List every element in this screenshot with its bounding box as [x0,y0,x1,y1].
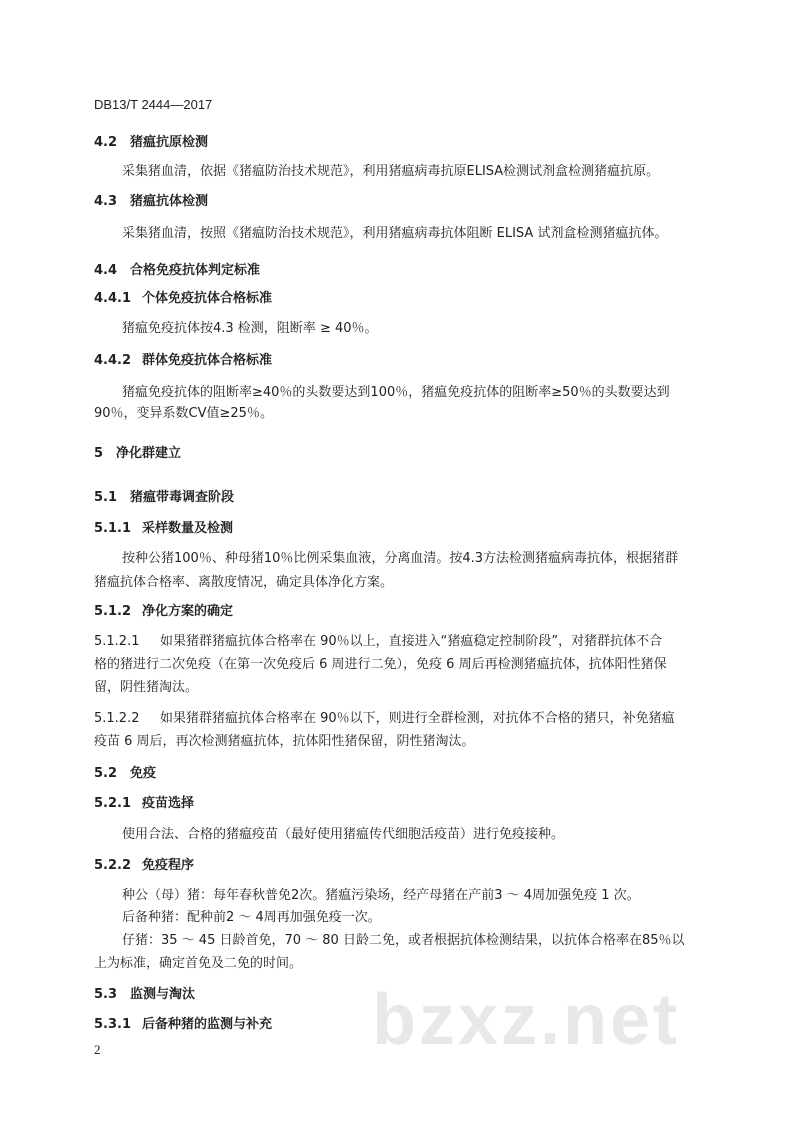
document-code: DB13/T 2444—2017 [94,97,213,112]
section-4-4-heading [94,262,260,280]
section-number: 5 [94,446,104,461]
section-number: 4.2 [94,135,118,150]
section-number: 5.2 [94,766,118,781]
section-number: 5.2.2 [94,858,132,873]
paragraph: 格的猪进行二次免疫（在第一次免疫后 6 周进行二免），免疫 6 周后再检测猪瘟抗体，抗体阳性猪保 [94,657,667,672]
section-5-1-heading [94,489,234,507]
section-5-heading [94,445,181,463]
paragraph: 上为标准，确定首免及二免的时间。 [94,956,303,971]
section-5-3-heading [94,986,195,1004]
section-title: 后备种猪的监测与补充 [142,1017,273,1032]
section-number: 5.1.2 [94,604,132,619]
clause-text: 如果猪群猪瘟抗体合格率在 90％以下，则进行全群检测，对抗体不合格的猪只，补免猪瘟 [160,711,675,726]
paragraph: 猪瘟免疫抗体的阻断率≥40％的头数要达到100％，猪瘟免疫抗体的阻断率≥50％的头数要达到 [122,385,670,400]
section-4-2-heading [94,134,208,152]
clause-number: 5.1.2.2 [94,711,140,726]
section-number: 4.4 [94,263,118,278]
paragraph: 采集猪血清，依据《猪瘟防治技术规范》，利用猪瘟病毒抗原ELISA检测试剂盒检测猪瘟抗原。 [122,164,660,179]
paragraph: 仔猪：35 ～ 45 日龄首免，70 ～ 80 日龄二免，或者根据抗体检测结果，以抗体合格率在85％以 [122,933,685,948]
section-number: 5.1.1 [94,521,132,536]
section-number: 5.1 [94,490,118,505]
page-number: 2 [94,1042,101,1057]
section-title: 监测与淘汰 [130,987,196,1002]
section-4-3-heading [94,193,208,211]
clause-5-1-2-2 [94,710,675,728]
section-title: 个体免疫抗体合格标准 [142,291,273,306]
section-title: 净化方案的确定 [142,604,234,619]
section-title: 免疫程序 [142,858,195,873]
section-5-1-1-heading [94,520,233,538]
section-title: 采样数量及检测 [142,521,234,536]
section-5-2-1-heading [94,795,194,813]
section-number: 4.3 [94,194,118,209]
paragraph: 使用合法、合格的猪瘟疫苗（最好使用猪瘟传代细胞活疫苗）进行免疫接种。 [122,827,565,842]
section-5-2-heading [94,765,156,783]
paragraph: 猪瘟抗体合格率、离散度情况，确定具体净化方案。 [94,575,394,590]
paragraph: 猪瘟免疫抗体按4.3 检测，阻断率 ≥ 40％。 [122,321,378,336]
section-title: 疫苗选择 [142,796,195,811]
section-title: 净化群建立 [116,446,182,461]
section-number: 4.4.2 [94,353,132,368]
section-5-3-1-heading [94,1016,272,1034]
section-title: 群体免疫抗体合格标准 [142,353,273,368]
section-title: 合格免疫抗体判定标准 [130,263,261,278]
paragraph: 疫苗 6 周后，再次检测猪瘟抗体，抗体阳性猪保留，阴性猪淘汰。 [94,734,475,749]
paragraph: 后备种猪：配种前2 ～ 4周再加强免疫一次。 [122,910,381,925]
clause-5-1-2-1 [94,633,662,651]
paragraph: 种公（母）猪：每年春秋普免2次。猪瘟污染场，经产母猪在产前3 ～ 4周加强免疫 1 次。 [122,888,640,903]
section-title: 免疫 [130,766,157,781]
section-4-4-2-heading [94,352,272,370]
section-number: 5.3.1 [94,1017,132,1032]
section-5-1-2-heading [94,603,233,621]
clause-number: 5.1.2.1 [94,634,140,649]
section-number: 5.2.1 [94,796,132,811]
paragraph: 90％，变异系数CV值≥25％。 [94,406,273,421]
section-number: 5.3 [94,987,118,1002]
section-number: 4.4.1 [94,291,132,306]
section-title: 猪瘟抗体检测 [130,194,209,209]
watermark-text: bzxz.net [372,980,681,1060]
section-4-4-1-heading [94,290,272,308]
paragraph: 按种公猪100％、种母猪10％比例采集血液，分离血清。按4.3方法检测猪瘟病毒抗体，根据猪群 [122,551,679,566]
paragraph: 留，阴性猪淘汰。 [94,680,199,695]
section-5-2-2-heading [94,857,194,875]
section-title: 猪瘟带毒调查阶段 [130,490,235,505]
clause-text: 如果猪群猪瘟抗体合格率在 90％以上，直接进入“猪瘟稳定控制阶段”，对猪群抗体不合 [160,634,663,649]
section-title: 猪瘟抗原检测 [130,135,209,150]
paragraph: 采集猪血清，按照《猪瘟防治技术规范》，利用猪瘟病毒抗体阻断 ELISA 试剂盒检测猪瘟抗体。 [122,226,668,241]
